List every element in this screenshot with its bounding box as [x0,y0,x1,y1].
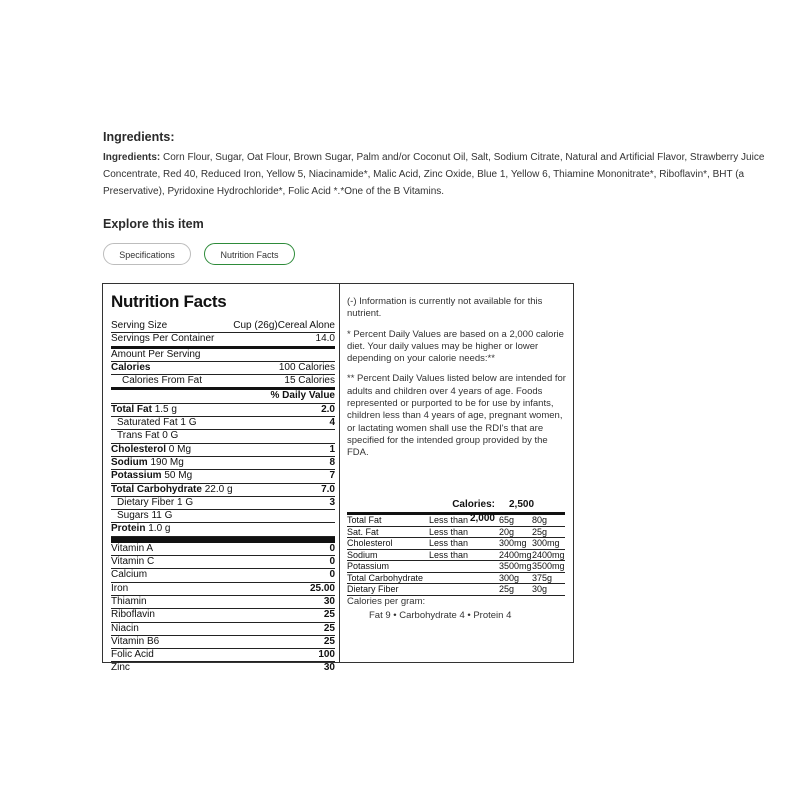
vitamin-row [111,662,335,674]
nutrient-name: Protein [111,523,146,535]
ingredients-list: Corn Flour, Sugar, Oat Flour, Brown Sugar, Palm and/or Coconut Oil, Salt, Sodium Citrate, Natural and Artificial Flavor, Strawberry Juice Concentrate, Red 40, Reduced Iron, Yellow 5, Niacinamide*, Malic Acid, Zinc Oxide, Blue 1, Yellow 6, Thiamine Mononitrate*, Riboflavin*, BHT (a Preservative), Pyridoxine Hydrochloride*, Folic Acid *.*One of the B Vitamins. [103,152,765,197]
dv-rule [429,561,499,572]
dv-header-2500: 2,500 [509,499,535,510]
vitamin-name: Niacin [111,622,139,634]
dv-rule: Less than [429,538,469,548]
dv-nutrient: Total Carbohydrate [347,572,424,583]
nutrition-facts-title: Nutrition Facts [111,292,227,311]
servings-value: 14.0 [315,333,335,345]
nutrient-label-cell [111,457,184,469]
vitamin-row [111,609,335,622]
calories-row [111,362,335,375]
servings-label: Servings Per Container [111,333,215,345]
nutrient-label-cell [111,484,233,496]
nutrient-amount: 11 G [151,510,173,522]
vitamin-value: 25 [323,622,335,634]
nutrient-dv: 3 [329,496,335,508]
ingredients-section [103,130,773,200]
nutrient-row [111,484,335,497]
vitamin-value: 30 [323,662,335,674]
nutrient-amount: 22.0 g [204,483,233,495]
nutrient-label-cell [111,444,191,456]
note-daily-values: * Percent Daily Values are based on a 2,000 calorie diet. Your daily values may be higher or lower depending on your calorie needs:** [347,328,564,365]
vitamin-value: 25 [323,635,335,647]
dv-2500: 3500mg [532,561,565,571]
nutrient-amount: 1 G [177,496,194,508]
dv-nutrient: Potassium [347,561,390,571]
dv-row [347,515,565,527]
vitamin-name: Calcium [111,569,148,581]
calories-per-gram [347,595,569,623]
vitamin-value: 100 [318,649,335,661]
amount-per-serving: Amount Per Serving [111,348,201,360]
dv-2000: 25g [499,584,515,594]
vitamin-name: Folic Acid [111,649,154,661]
nutrient-amount: 1.5 g [154,403,177,415]
daily-value-rows [347,515,565,596]
tab-nutrition-facts[interactable]: Nutrition Facts [204,243,295,265]
daily-value-header-row [111,390,335,403]
dv-2000: 20g [499,526,515,537]
dv-2000: 300mg [499,538,527,548]
dv-nutrient: Sodium [347,549,378,560]
vitamin-value: 30 [323,595,335,607]
daily-value-header: % Daily Value [270,390,335,402]
dv-2500: 2400mg [532,549,565,560]
nutrition-panel [102,283,574,674]
nutrient-row [111,417,335,430]
nutrient-name: Dietary Fiber [117,496,175,508]
vitamin-row [111,583,335,596]
nutrition-notes [347,296,569,468]
nutrient-amount: 190 Mg [150,456,184,468]
serving-size-value: Cup (26g)Cereal Alone [233,320,335,331]
dv-rule: Less than [429,515,469,525]
dv-2500: 375g [532,572,553,583]
nutrient-label-cell [111,510,172,522]
dv-header-label: Calories: [452,499,495,510]
vitamin-name: Riboflavin [111,609,155,621]
vitamin-name: Thiamin [111,595,147,607]
dv-row [347,538,565,550]
amount-per-serving-row [111,349,335,362]
vitamin-value: 0 [329,569,335,581]
dv-nutrient: Total Fat [347,515,382,525]
dv-row [347,584,565,596]
dv-rule [429,584,499,595]
nutrient-dv: 4 [329,417,335,429]
nutrient-name: Cholesterol [111,443,167,455]
nutrient-list [111,404,335,537]
nutrient-name: Sugars [117,510,149,522]
nutrient-row [111,444,335,457]
vitamin-name: Vitamin A [111,542,154,554]
dv-header-2000: 2,000 [469,513,495,524]
nutrient-label-cell [111,417,197,429]
dv-row [347,573,565,585]
nutrient-name: Saturated Fat [117,417,178,429]
vitamin-row [111,543,335,556]
ingredients-label: Ingredients: [103,152,161,163]
nutrient-row [111,523,335,536]
daily-value-table [347,498,565,596]
nutrient-name: Potassium [111,470,162,482]
calories-label: Calories [111,361,151,373]
vitamin-name: Iron [111,582,129,594]
ingredients-heading: Ingredients: [103,130,175,144]
servings-row [111,333,335,348]
tab-specifications[interactable]: Specifications [103,243,191,265]
calories-value: 100 Calories [278,361,335,373]
dv-2000: 2400mg [499,549,532,560]
calories-fat-label: Calories From Fat [122,375,203,387]
nutrient-label-cell [111,404,177,416]
serving-size-label: Serving Size [111,320,168,331]
calories-per-gram-values: Fat 9 • Carbohydrate 4 • Protein 4 [369,610,512,621]
vitamin-name: Zinc [111,662,130,674]
dv-2500: 25g [532,526,548,537]
vitamin-row [111,649,335,662]
dv-2000: 3500mg [499,561,532,571]
vitamin-value: 25.00 [309,582,335,594]
dv-2500: 300mg [532,538,560,548]
vitamin-row [111,596,335,609]
calories-fat-row [111,375,335,390]
nutrient-label-cell [111,470,192,482]
ingredients-text [103,149,773,200]
serving-size-row [111,320,335,333]
column-divider [339,284,340,662]
nutrient-name: Total Fat [111,403,152,415]
nutrient-name: Sodium [111,456,148,468]
nutrient-label-cell [111,497,193,509]
dv-2000: 300g [499,572,520,583]
vitamin-value: 0 [329,542,335,554]
dv-row [347,527,565,539]
nutrition-facts-label [111,292,335,675]
dv-rule: Less than [429,526,469,537]
nutrient-amount: 0 Mg [168,443,192,455]
dv-rule: Less than [429,549,469,560]
vitamin-row [111,636,335,649]
nutrient-row [111,404,335,417]
nutrient-row [111,497,335,510]
nutrient-label-cell [111,430,178,442]
nutrient-amount: 1.0 g [148,523,171,535]
vitamin-row [111,623,335,636]
dv-2500: 80g [532,515,548,525]
nutrient-dv: 2.0 [321,403,335,415]
note-rdi: ** Percent Daily Values listed below are intended for adults and children over 4 years of age. Foods represented or purported to be for use by infants, children less than 4 years of age, pregnant women, or lactating women shall use the RDI's that are specified for the intended group provided by the FDA. [347,373,566,459]
nutrient-name: Trans Fat [117,430,160,442]
calories-fat-value: 15 Calories [284,375,335,387]
calories-per-gram-label: Calories per gram: [347,596,426,607]
dv-nutrient: Sat. Fat [347,526,379,537]
nutrient-row [111,430,335,443]
dv-2000: 65g [499,515,515,525]
vitamin-name: Vitamin C [111,556,155,568]
vitamin-row [111,556,335,569]
vitamin-row [111,569,335,582]
nutrient-label-cell [111,523,170,535]
nutrient-row [111,470,335,483]
nutrient-amount: 1 G [180,417,197,429]
dv-nutrient: Dietary Fiber [347,584,399,594]
nutrient-dv: 8 [329,456,335,468]
dv-row [347,550,565,562]
dv-2500: 30g [532,584,548,594]
nutrient-dv: 7.0 [321,483,335,495]
dv-rule [429,573,499,584]
nutrient-name: Total Carbohydrate [111,483,202,495]
dv-nutrient: Cholesterol [347,538,393,548]
vitamin-name: Vitamin B6 [111,635,160,647]
dv-row [347,561,565,573]
vitamin-value: 25 [323,609,335,621]
note-unavailable: (-) Information is currently not available for this nutrient. [347,296,543,320]
vitamin-value: 0 [329,556,335,568]
nutrient-dv: 7 [329,470,335,482]
nutrient-amount: 50 Mg [164,470,193,482]
vitamin-list [111,543,335,675]
nutrient-amount: 0 G [162,430,179,442]
explore-heading: Explore this item [103,217,204,231]
nutrient-row [111,457,335,470]
nutrient-row [111,510,335,523]
nutrient-dv: 1 [329,443,335,455]
